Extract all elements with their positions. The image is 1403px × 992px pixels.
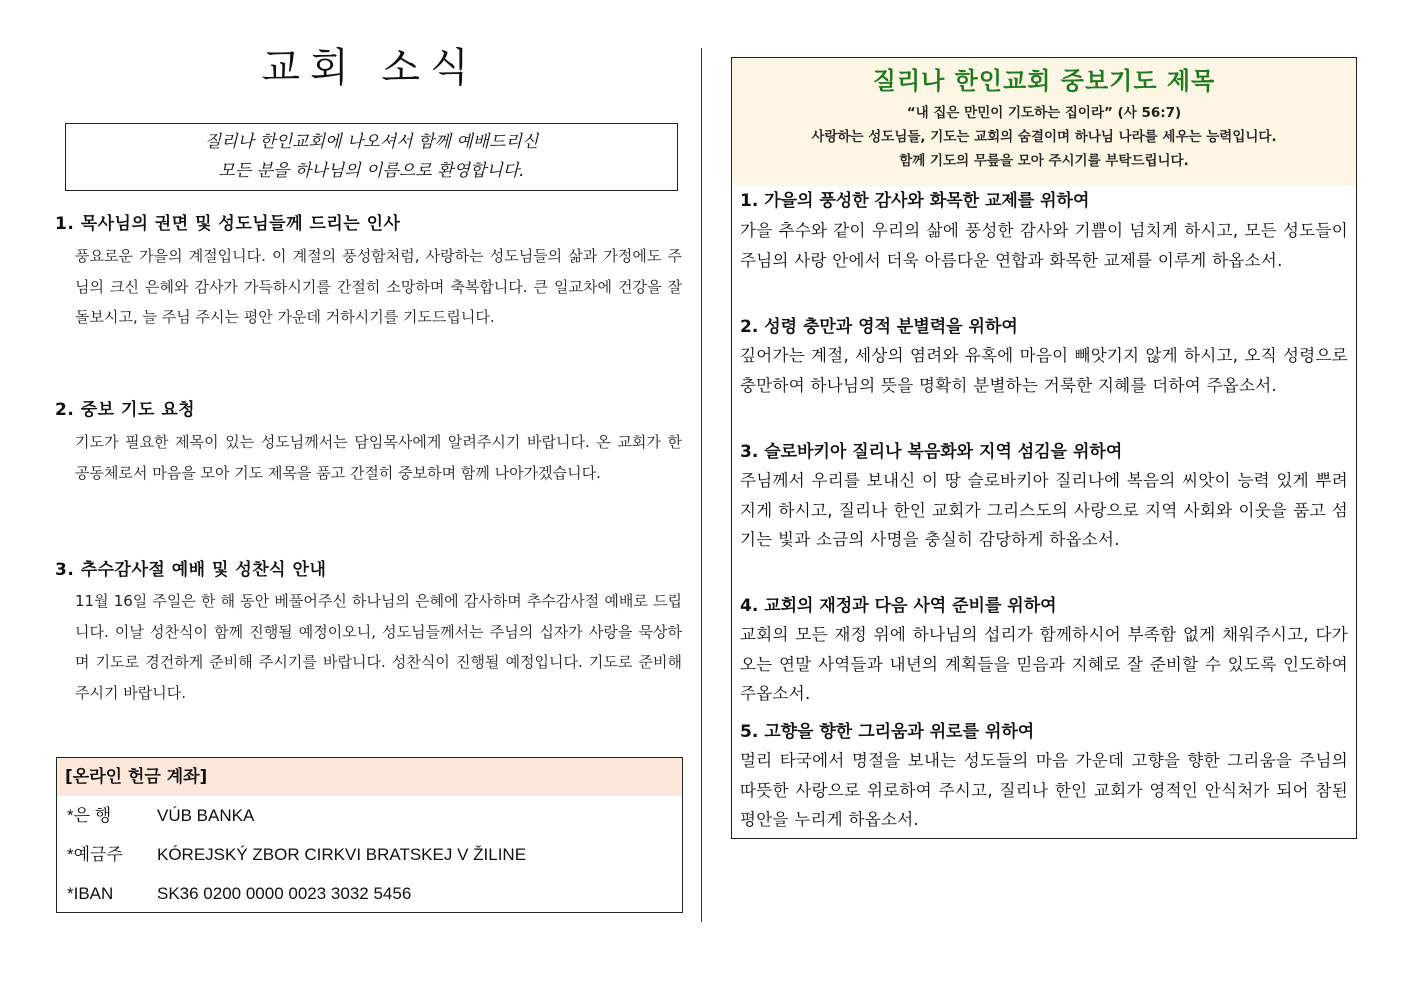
bank-value: VÚB BANKA bbox=[157, 806, 255, 825]
prayer-item-heading-4: 4. 교회의 재정과 다음 사역 준비를 위하여 bbox=[740, 596, 1057, 616]
prayer-topics-header bbox=[732, 58, 1356, 186]
prayer-intro-1: 사랑하는 성도님들, 기도는 교회의 숨결이며 하나님 나라를 세우는 능력입니다. bbox=[811, 129, 1277, 145]
prayer-item-heading-3: 3. 슬로바키아 질리나 복음화와 지역 섬김을 위하여 bbox=[740, 442, 1123, 462]
prayer-item-heading-1: 1. 가을의 풍성한 감사와 화목한 교제를 위하여 bbox=[740, 191, 1090, 211]
bank-label: *은 행 bbox=[67, 806, 112, 825]
prayer-item-body-1: 가을 추수와 같이 우리의 삶에 풍성한 감사와 기쁨이 넘치게 하시고, 모든 성도들이 주님의 사랑 안에서 더욱 아름다운 연합과 화목한 교제를 이루게 하옵소서. bbox=[740, 221, 1348, 270]
prayer-item-heading-5: 5. 고향을 향한 그리움과 위로를 위하여 bbox=[740, 722, 1035, 742]
prayer-topics-title: 질리나 한인교회 중보기도 제목 bbox=[872, 67, 1216, 95]
welcome-box bbox=[65, 123, 678, 191]
section-body-prayer-request: 기도가 필요한 제목이 있는 성도님께서는 담임목사에게 알려주시기 바랍니다. 온 교회가 한 공동체로서 마음을 모아 기도 제목을 품고 간절히 중보하며 함께 나아가겠습니다. bbox=[75, 433, 682, 482]
section-heading-prayer-request: 2. 중보 기도 요청 bbox=[55, 400, 196, 420]
welcome-line-1: 질리나 한인교회에 나오셔서 함께 예배드리신 bbox=[204, 132, 539, 152]
prayer-topics-box bbox=[731, 57, 1357, 839]
section-body-thanksgiving: 11월 16일 주일은 한 해 동안 베풀어주신 하나님의 은혜에 감사하며 추수감사절 예배로 드립니다. 이날 성찬식이 함께 진행될 예정이오니, 성도님들께서는 주님의 십자가 사랑을 묵상하며 기도로 경건하게 준비해 주시기를 바랍니다. 성찬식이 진행될 예정입니다. 기도로 준비해 주시기 바랍니다. bbox=[75, 592, 682, 702]
prayer-intro-2: 함께 기도의 무릎을 모아 주시기를 부탁드립니다. bbox=[899, 153, 1189, 169]
prayer-item-body-2: 깊어가는 계절, 세상의 염려와 유혹에 마음이 빼앗기지 않게 하시고, 오직 성령으로 충만하여 하나님의 뜻을 명확히 분별하는 거룩한 지혜를 더하여 주옵소서. bbox=[740, 346, 1348, 395]
iban-label: *IBAN bbox=[67, 884, 114, 903]
section-heading-greeting: 1. 목사님의 권면 및 성도님들께 드리는 인사 bbox=[55, 214, 401, 234]
prayer-item-body-5: 멀리 타국에서 명절을 보내는 성도들의 마음 가운데 고향을 향한 그리움을 주님의 따뜻한 사랑으로 위로하여 주시고, 질리나 한인 교회가 영적인 안식처가 되어 참된 평안을 누리게 하옵소서. bbox=[740, 751, 1348, 829]
page-title: 교회 소식 bbox=[261, 45, 479, 91]
bank-row-iban bbox=[57, 874, 682, 913]
online-offering-account-box bbox=[56, 757, 683, 913]
prayer-item-heading-2: 2. 성령 충만과 영적 분별력을 위하여 bbox=[740, 317, 1018, 337]
section-body-greeting: 풍요로운 가을의 계절입니다. 이 계절의 풍성함처럼, 사랑하는 성도님들의 삶과 가정에도 주님의 크신 은혜와 감사가 가득하시기를 간절히 소망하며 축복합니다. 큰 일교차에 건강을 잘 돌보시고, 늘 주님 주시는 평안 가운데 거하시기를 기도드립니다. bbox=[75, 247, 682, 326]
section-heading-thanksgiving: 3. 추수감사절 예배 및 성찬식 안내 bbox=[55, 560, 327, 580]
prayer-item-body-4: 교회의 모든 재정 위에 하나님의 섭리가 함께하시어 부족함 없게 채워주시고, 다가오는 연말 사역들과 내년의 계획들을 믿음과 지혜로 잘 준비할 수 있도록 인도하여 주옵소서. bbox=[740, 625, 1348, 703]
holder-value: KÓREJSKÝ ZBOR CIRKVI BRATSKEJ V ŽILINE bbox=[157, 845, 527, 864]
iban-value: SK36 0200 0000 0023 3032 5456 bbox=[157, 884, 412, 903]
column-divider bbox=[701, 48, 702, 922]
bank-row-bank bbox=[57, 796, 682, 835]
bank-heading: [온라인 헌금 계좌] bbox=[57, 758, 682, 796]
prayer-item-body-3: 주님께서 우리를 보내신 이 땅 슬로바키아 질리나에 복음의 씨앗이 능력 있게 뿌려지게 하시고, 질리나 한인 교회가 그리스도의 사랑으로 지역 사회와 이웃을 품고 섬기는 빛과 소금의 사명을 충실히 감당하게 하옵소서. bbox=[740, 471, 1348, 549]
welcome-line-2: 모든 분을 하나님의 이름으로 환영합니다. bbox=[218, 161, 525, 181]
holder-label: *예금주 bbox=[67, 845, 123, 864]
prayer-verse: “내 집은 만민이 기도하는 집이라” (사 56:7) bbox=[906, 105, 1182, 121]
bank-row-holder bbox=[57, 835, 682, 874]
